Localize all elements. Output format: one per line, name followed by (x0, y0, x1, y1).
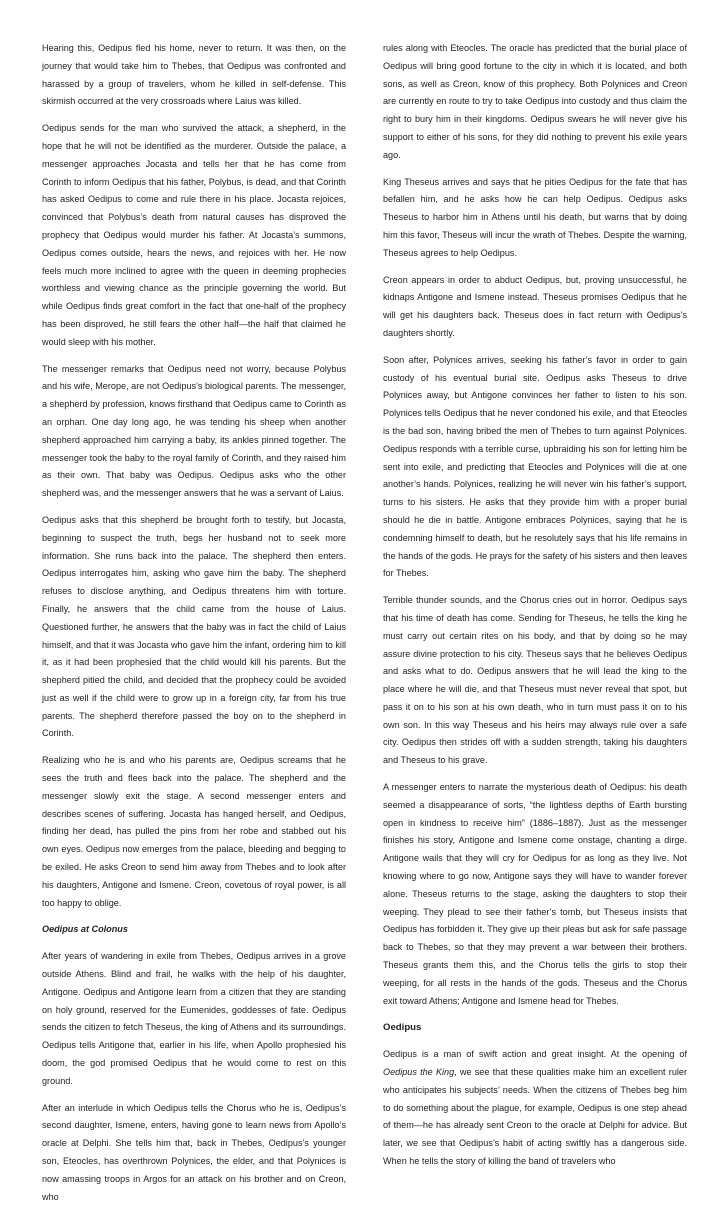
paragraph: Terrible thunder sounds, and the Chorus cries out in horror. Oedipus says that his time of death has come. Sending for Theseus, he tells the king he must carry out certain rites on his body, and that by doing so he may assure divine protection to his city. Theseus says that he believes Oedipus and asks what to do. Oedipus answers that he will lead the king to the place where he will die, and that Theseus must never reveal that spot, but pass it on to his son at his own death, who in turn must pass it on to his own son. In this way Theseus and his heirs may always rule over a safe city. Oedipus then strides off with a sudden strength, taking his daughters and Theseus to his grave. (383, 595, 687, 766)
paragraph-text: Oedipus is a man of swift action and great insight. At the opening of (383, 1049, 687, 1060)
work-title: Oedipus the King (383, 1067, 455, 1078)
paragraph: Realizing who he is and who his parents are, Oedipus screams that he sees the truth and flees back into the palace. The shepherd and the messenger slowly exit the stage. A second messenger enters and describes scenes of suffering. Jocasta has hanged herself, and Oedipus, finding her dead, has pulled the pins from her robe and stabbed out his own eyes. Oedipus now emerges from the palace, bleeding and begging to be exiled. He asks Creon to send him away from Thebes and to look after his daughters, Antigone and Ismene. Creon, covetous of royal power, is all too happy to oblige. (42, 755, 346, 908)
paragraph: Soon after, Polynices arrives, seeking his father’s favor in order to gain custody of his eventual burial site. Oedipus asks Theseus to drive Polynices away, but Antigone convinces her father to listen to his son. Polynices tells Oedipus that he never condoned his exile, and that Eteocles is the bad son, having bribed the men of Thebes to turn against Polynices. Oedipus responds with a terrible curse, upbraiding his son for letting him be sent into exile, and predicting that Eteocles and Polynices will die at one another’s hands. Polynices, realizing he will never win his father’s support, turns to his sisters. He asks that they provide him with a proper burial should he die in battle. Antigone embraces Polynices, saying that he is condemning himself to death, but he resolutely says that his life remains in the hands of the gods. He prays for the safety of his sisters and then leaves for Thebes. (383, 354, 687, 579)
paragraph-text: , we see that these qualities make him an excellent ruler who anticipates his subjects’ needs. When the citizens of Thebes beg him to do something about the plague, for example, Oedipus is one step ahead of them—he has already sent Creon to the oracle at Delphi for advice. But later, we see that Oedipus’s habit of acting swiftly has a dangerous side. When he tells the story of killing the band of travelers who (383, 1067, 687, 1167)
paragraph: The messenger remarks that Oedipus need not worry, because Polybus and his wife, Merope, are not Oedipus’s biological parents. The messenger, a shepherd by profession, knows firsthand that Oedipus came to Corinth as an orphan. One day long ago, he was tending his sheep when another shepherd approached him carrying a baby, its ankles pinned together. The messenger took the baby to the royal family of Corinth, and they raised him as their own. That baby was Oedipus. Oedipus asks who the other shepherd was, and the messenger answers that he was a servant of Laius. (42, 363, 346, 499)
paragraph (383, 1046, 687, 1171)
paragraph: Creon appears in order to abduct Oedipus, but, proving unsuccessful, he kidnaps Antigone and Ismene instead. Theseus promises Oedipus that he will get his daughters back. Theseus does in fact return with Oedipus’s daughters shortly. (383, 274, 687, 338)
paragraph: A messenger enters to narrate the mysterious death of Oedipus: his death seemed a disappearance of sorts, “the lightless depths of Earth bursting open in kindness to receive him” (1886–1887). Just as the messenger finishes his story, Antigone and Ismene come onstage, chanting a dirge. Antigone wails that they will cry for Oedipus for as long as they live. Not knowing where to go now, Antigone says they will have to wander forever alone. Theseus returns to the stage, asking the daughters to stop their weeping. They plead to see their father’s tomb, but Theseus insists that Oedipus has forbidden it. They give up their pleas but ask for safe passage back to Thebes, so that they may prevent a war between their brothers. Theseus grants them this, and the Chorus tells the girls to stop their weeping, for all rests in the hands of the gods. Theseus and the Chorus exit toward Athens; Antigone and Ismene head for Thebes. (383, 782, 687, 1006)
left-column (42, 40, 346, 1215)
paragraph: King Theseus arrives and says that he pities Oedipus for the fate that has befallen him, and he asks how he can help Oedipus. Oedipus asks Theseus to harbor him in Athens until his death, but warns that by doing him this favor, Theseus will incur the wrath of Thebes. Despite the warning, Theseus agrees to help Oedipus. (383, 176, 687, 258)
paragraph: After an interlude in which Oedipus tells the Chorus who he is, Oedipus’s second daughter, Ismene, enters, having gone to learn news from Apollo’s oracle at Delphi. She tells him that, back in Thebes, Oedipus’s younger son, Eteocles, has overthrown Polynices, the elder, and that Polynices is now amassing troops in Argos for an attack on his brother and on Creon, who (42, 1102, 346, 1202)
section-heading: Oedipus at Colonus (42, 924, 128, 935)
paragraph: Oedipus asks that this shepherd be brought forth to testify, but Jocasta, beginning to suspect the truth, begs her husband not to seek more information. She runs back into the palace. The shepherd then enters. Oedipus interrogates him, asking who gave him the baby. The shepherd refuses to disclose anything, and Oedipus threatens him with torture. Finally, he answers that the child came from the house of Laius. Questioned further, he answers that the baby was in fact the child of Laius himself, and that it was Jocasta who gave him the infant, ordering him to kill it, as it had been prophesied that the child would kill his parents. But the shepherd pitied the child, and decided that the prophecy could be avoided just as well if the child were to grow up in a foreign city, far from his true parents. The shepherd therefore passed the boy on to the shepherd in Corinth. (42, 514, 346, 739)
paragraph: rules along with Eteocles. The oracle has predicted that the burial place of Oedipus will bring good fortune to the city in which it is located, and both sons, as well as Creon, know of this prophecy. Both Polynices and Creon are currently en route to try to take Oedipus into custody and thus claim the right to bury him in their kingdoms. Oedipus swears he will never give his support to either of his sons, for they did nothing to prevent his exile years ago. (383, 43, 687, 160)
section-heading: Oedipus (383, 1022, 422, 1034)
paragraph: Hearing this, Oedipus fled his home, never to return. It was then, on the journey that would take him to Thebes, that Oedipus was confronted and harassed by a group of travelers, whom he killed in self-defense. This skirmish occurred at the very crossroads where Laius was killed. (42, 43, 346, 107)
paragraph: After years of wandering in exile from Thebes, Oedipus arrives in a grove outside Athens. Blind and frail, he walks with the help of his daughter, Antigone. Oedipus and Antigone learn from a citizen that they are standing on holy ground, reserved for the Eumenides, goddesses of fate. Oedipus sends the citizen to fetch Theseus, the king of Athens and its surroundings. Oedipus tells Antigone that, earlier in his life, when Apollo prophesied his doom, the god promised Oedipus that he would come to rest on this ground. (42, 951, 346, 1086)
paragraph: Oedipus sends for the man who survived the attack, a shepherd, in the hope that he will not be identified as the murderer. Outside the palace, a messenger approaches Jocasta and tells her that he has come from Corinth to inform Oedipus that his father, Polybus, is dead, and that Corinth has asked Oedipus to come and rule there in his place. Jocasta rejoices, convinced that Polybus’s death from natural causes has disproved the prophecy that Oedipus would murder his father. At Jocasta’s summons, Oedipus comes outside, hears the news, and rejoices with her. He now feels much more inclined to agree with the queen in deeming prophecies worthless and viewing chance as the principle governing the world. But while Oedipus finds great comfort in the fact that one-half of the prophecy has been disproved, he still fears the other half—the half that claimed he would sleep with his mother. (42, 123, 346, 347)
right-column (383, 40, 687, 1180)
